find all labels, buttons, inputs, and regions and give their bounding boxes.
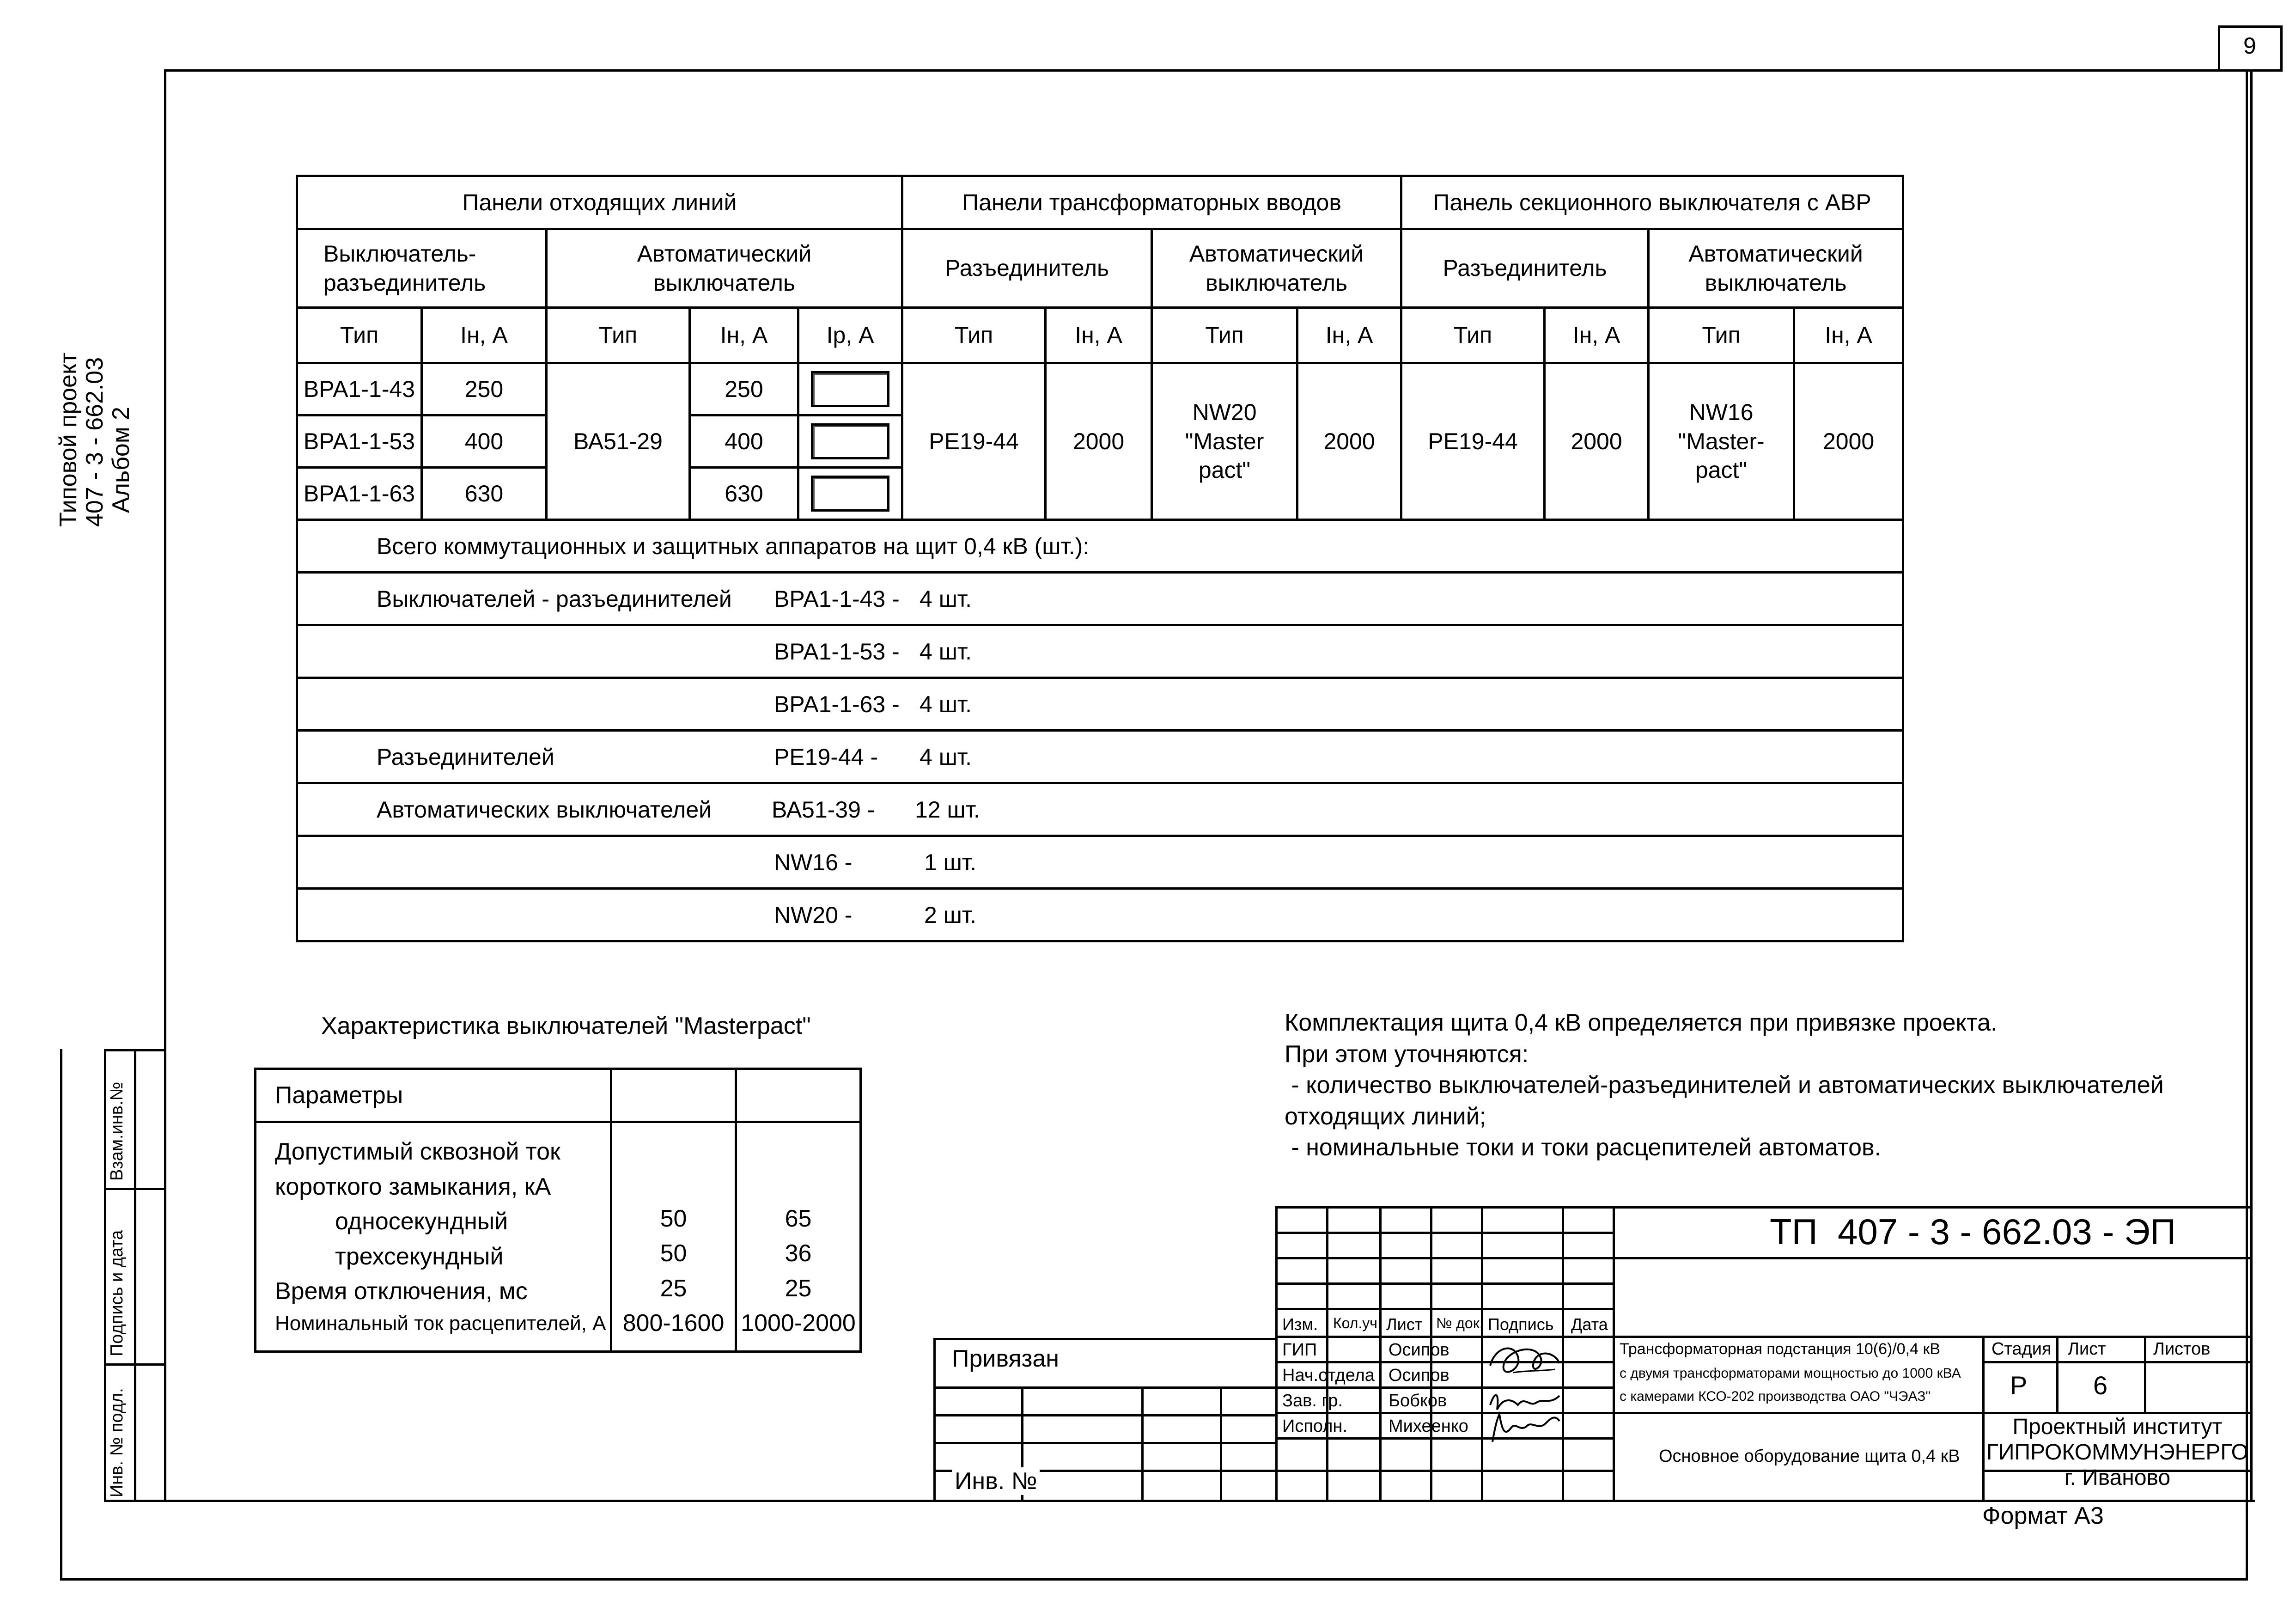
note-line: Комплектация щита 0,4 кВ определяется при привязке проекта. xyxy=(1285,1009,1998,1036)
table-cell: 400 xyxy=(690,415,798,468)
table-cell: ВРА1-1-63 xyxy=(297,468,422,520)
col-in: Iн, А xyxy=(422,308,547,363)
summary-row xyxy=(297,783,1903,836)
summary-count: 12 шт. xyxy=(915,796,980,823)
col-in: Iн, А xyxy=(1545,308,1649,363)
col-tip: Тип xyxy=(1649,308,1794,363)
tb-h5 xyxy=(1275,1336,2250,1338)
staff-role: Нач.отдела xyxy=(1282,1366,1375,1385)
label-inv: Инв. № подл. xyxy=(107,1388,127,1497)
summary-row xyxy=(297,731,1903,783)
col-tip: Тип xyxy=(1401,308,1545,363)
privyazan-v2 xyxy=(1141,1386,1144,1502)
side-stamp-line2: 407 - 3 - 662.03 xyxy=(81,357,109,527)
summary-type: NW20 - xyxy=(774,902,853,928)
hdr-data: Дата xyxy=(1571,1315,1608,1334)
tb-h1 xyxy=(1275,1232,1615,1234)
ir-cell xyxy=(798,415,902,468)
hdr-ndok: № док. xyxy=(1436,1315,1484,1331)
hdr-podpis: Подпись xyxy=(1488,1315,1554,1334)
org-block xyxy=(1985,1414,2250,1491)
summary-count: 1 шт. xyxy=(924,849,977,875)
summary-title: Всего коммутационных и защитных аппаратов на щит 0,4 кВ (шт.): xyxy=(377,533,1090,559)
table-cell: ВРА1-1-53 xyxy=(297,415,422,468)
org-line: г. Иваново xyxy=(2064,1465,2171,1490)
sec-auto-type: NW16 "Master- pact" xyxy=(1649,363,1794,520)
privyazan-v3 xyxy=(1220,1386,1222,1502)
table-cell: 630 xyxy=(690,468,798,520)
note-line: отходящих линий; xyxy=(1285,1103,1486,1130)
summary-row xyxy=(297,573,1903,625)
table-cell: 250 xyxy=(422,363,547,415)
doc-code: ТП 407 - 3 - 662.03 - ЭП xyxy=(1770,1211,2176,1252)
summary-row xyxy=(297,625,1903,678)
tb-v1 xyxy=(1326,1206,1328,1502)
tb-v9 xyxy=(2144,1336,2146,1412)
table-cell: ВРА1-1-43 xyxy=(297,363,422,415)
param-header: Параметры xyxy=(256,1069,611,1122)
table-cell: 25 xyxy=(785,1275,812,1302)
notes xyxy=(1285,1007,2164,1164)
note-line: - номинальные токи и токи расцепителей автоматов. xyxy=(1285,1134,1882,1161)
sheet-title: Основное оборудование щита 0,4 кВ xyxy=(1659,1447,1960,1466)
side-stamp-line3: Альбом 2 xyxy=(108,407,135,513)
tb-h12 xyxy=(1982,1361,2250,1363)
inv-no-label: Инв. № xyxy=(952,1467,1040,1495)
summary-count: 4 шт. xyxy=(920,691,972,717)
col-ir: Iр, А xyxy=(798,308,902,363)
list-value: 6 xyxy=(2093,1371,2108,1400)
project-desc-1: Трансформаторная подстанция 10(6)/0,4 кВ xyxy=(1620,1340,1941,1358)
group-sectional: Панель секционного выключателя с АВР xyxy=(1401,176,1903,229)
table-cell: 400 xyxy=(422,415,547,468)
col-tip: Тип xyxy=(1152,308,1297,363)
param-label: трехсекундный xyxy=(335,1243,504,1270)
sub-auto2: Автоматический выключатель xyxy=(1152,229,1401,308)
table-cell: 36 xyxy=(785,1240,812,1267)
staff-name: Осипов xyxy=(1389,1340,1449,1360)
table-cell: 800-1600 xyxy=(622,1310,725,1337)
side-stamp xyxy=(55,353,135,527)
param-label: односекундный xyxy=(335,1208,508,1235)
table-cell: 50 xyxy=(660,1205,687,1232)
ir-field xyxy=(811,476,889,512)
table-cell: 250 xyxy=(690,363,798,415)
group-transformer: Панели трансформаторных вводов xyxy=(902,176,1401,229)
listov-label: Листов xyxy=(2153,1339,2211,1359)
outer-left-line xyxy=(60,1049,62,1581)
col-tip: Тип xyxy=(547,308,690,363)
staff-name: Михеенко xyxy=(1389,1416,1468,1436)
left-margin-h1 xyxy=(104,1188,166,1190)
list-label: Лист xyxy=(2068,1339,2106,1359)
tb-v4 xyxy=(1481,1206,1483,1502)
project-desc-3: с камерами КСО-202 производства ОАО "ЧЭАЗ" xyxy=(1620,1389,1931,1404)
param-label: Допустимый сквозной ток короткого замыкания, кА xyxy=(275,1138,560,1200)
sec-razj-type: РЕ19-44 xyxy=(1401,363,1545,520)
hdr-list: Лист xyxy=(1386,1315,1423,1334)
stadia-label: Стадия xyxy=(1991,1339,2052,1359)
table-cell: 630 xyxy=(422,468,547,520)
sec-auto-in: 2000 xyxy=(1794,363,1903,520)
tb-h4 xyxy=(1275,1308,1615,1310)
table-cell: 65 xyxy=(785,1205,812,1232)
org-line: ГИПРОКОММУНЭНЕРГО xyxy=(1986,1440,2248,1465)
hdr-koluch: Кол.уч. xyxy=(1333,1315,1382,1331)
privyazan-label: Привязан xyxy=(952,1345,1060,1372)
tr-auto-type: NW20 "Master pact" xyxy=(1152,363,1297,520)
tr-razj-in: 2000 xyxy=(1046,363,1152,520)
summary-count: 4 шт. xyxy=(920,638,972,665)
left-margin-h2 xyxy=(104,1363,166,1366)
summary-type: РЕ19-44 - xyxy=(774,744,878,770)
summary-title-row xyxy=(297,520,1903,573)
summary-type: ВРА1-1-63 - xyxy=(774,691,900,717)
tb-v8 xyxy=(2056,1336,2058,1412)
summary-row xyxy=(297,678,1903,731)
ir-field xyxy=(811,371,889,407)
stadia-value: Р xyxy=(2010,1371,2028,1400)
signature-miheenko xyxy=(1486,1410,1564,1447)
summary-count: 2 шт. xyxy=(924,902,977,928)
summary-type: NW16 - xyxy=(774,849,853,875)
col-in: Iн, А xyxy=(1046,308,1152,363)
summary-row xyxy=(297,836,1903,889)
summary-type: ВА51-39 - xyxy=(772,796,875,823)
values-col-2 xyxy=(736,1122,861,1352)
tb-v6 xyxy=(1613,1206,1615,1502)
tr-razj-type: РЕ19-44 xyxy=(902,363,1046,520)
table-cell xyxy=(736,1069,861,1122)
side-stamp-line1: Типовой проект xyxy=(55,352,82,527)
col-in: Iн, А xyxy=(690,308,798,363)
sub-vr: Выключатель- разъединитель xyxy=(297,229,547,308)
ir-cell xyxy=(798,363,902,415)
ir-field xyxy=(811,423,889,459)
staff-role: ГИП xyxy=(1282,1340,1317,1360)
privyazan-h3 xyxy=(933,1442,1278,1444)
col-in: Iн, А xyxy=(1794,308,1903,363)
masterpact-title: Характеристика выключателей "Masterpact" xyxy=(321,1013,811,1039)
col-tip: Тип xyxy=(297,308,422,363)
sub-razj2: Разъединитель xyxy=(1401,229,1649,308)
sub-auto1: Автоматический выключатель xyxy=(547,229,902,308)
note-line: - количество выключателей-разъединителей и автоматических выключателей xyxy=(1285,1072,2164,1099)
tr-auto-in: 2000 xyxy=(1297,363,1401,520)
page-number: 9 xyxy=(2243,33,2256,59)
note-line: При этом уточняются: xyxy=(1285,1040,1529,1068)
sec-razj-in: 2000 xyxy=(1545,363,1649,520)
staff-name: Осипов xyxy=(1389,1366,1449,1385)
table-cell: 25 xyxy=(660,1275,687,1302)
summary-type: ВРА1-1-43 - xyxy=(774,586,900,612)
privyazan-h2 xyxy=(933,1414,1278,1416)
col-in: Iн, А xyxy=(1297,308,1401,363)
hdr-izm: Изм. xyxy=(1282,1315,1318,1334)
drawing-frame-right xyxy=(2250,69,2253,1502)
equipment-table xyxy=(296,175,1904,942)
auto-type: ВА51-29 xyxy=(547,363,690,520)
sub-auto3: Автоматический выключатель xyxy=(1649,229,1903,308)
col-tip: Тип xyxy=(902,308,1046,363)
sub-razj1: Разъединитель xyxy=(902,229,1152,308)
group-outgoing: Панели отходящих линий xyxy=(297,176,902,229)
summary-count: 4 шт. xyxy=(920,586,972,612)
summary-count: 4 шт. xyxy=(920,744,972,770)
format-label: Формат А3 xyxy=(1982,1502,2104,1529)
table-cell: 1000-2000 xyxy=(741,1310,856,1337)
staff-name: Бобков xyxy=(1389,1391,1447,1410)
values-col-1 xyxy=(611,1122,736,1352)
tb-h3 xyxy=(1275,1282,1615,1285)
masterpact-table xyxy=(254,1068,862,1353)
summary-row xyxy=(297,889,1903,941)
summary-type: ВРА1-1-53 - xyxy=(774,638,900,665)
summary-label: Выключателей - разъединителей xyxy=(377,586,732,612)
staff-role: Зав. гр. xyxy=(1282,1391,1343,1410)
signature-osipov xyxy=(1486,1338,1564,1389)
tb-h2 xyxy=(1275,1257,2250,1259)
summary-label: Автоматических выключателей xyxy=(377,796,712,823)
org-line: Проектный институт xyxy=(2012,1415,2223,1439)
project-desc-2: с двумя трансформаторами мощностью до 1000 кВА xyxy=(1620,1366,1961,1381)
summary-label: Разъединителей xyxy=(377,744,554,770)
ir-cell xyxy=(798,468,902,520)
staff-role: Исполн. xyxy=(1282,1416,1347,1436)
table-cell xyxy=(611,1069,736,1122)
privyazan-h1 xyxy=(933,1386,1278,1389)
label-podpis: Подпись и дата xyxy=(107,1230,127,1356)
param-label: Номинальный ток расцепителей, А xyxy=(275,1312,606,1335)
tb-v2 xyxy=(1379,1206,1382,1502)
tb-h10 xyxy=(1275,1470,1615,1472)
param-label: Время отключения, мс xyxy=(275,1277,528,1305)
left-margin-divider xyxy=(134,1049,136,1502)
param-values-block xyxy=(256,1122,611,1352)
label-vzam: Взам.инв.№ xyxy=(107,1081,127,1181)
table-cell: 50 xyxy=(660,1240,687,1267)
